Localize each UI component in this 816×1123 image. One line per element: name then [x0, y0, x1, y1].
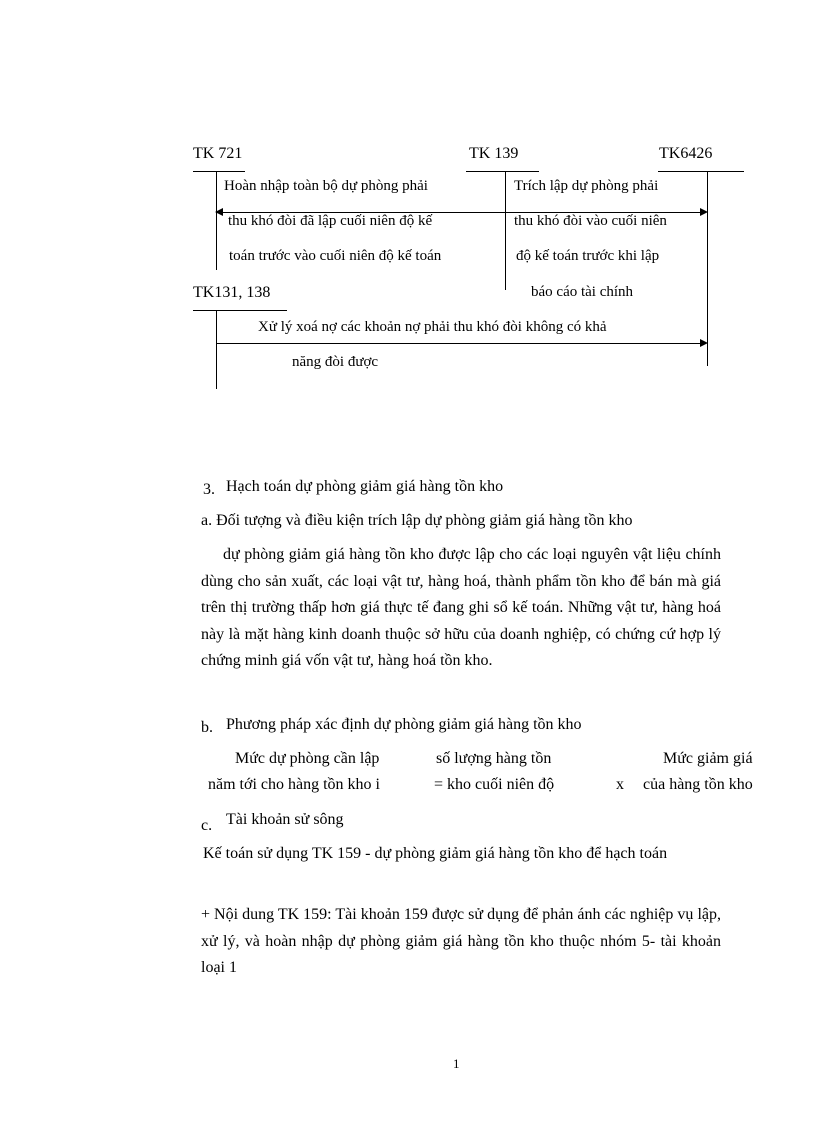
- section-3-number: 3.: [203, 481, 215, 498]
- section-c-paragraph-2: + Nội dung TK 159: Tài khoản 159 được sử dụng để phản ánh các nghiệp vụ lập, xử lý, và hoàn nhập dự phòng giảm giá hàng tồn kho thuộc nhóm 5- tài khoản loại 1: [201, 906, 721, 976]
- tk6426-t-bar: [658, 171, 744, 172]
- tk721-t-stem: [216, 171, 217, 270]
- formula-col3-line2: của hàng tồn kho: [643, 776, 753, 793]
- section-b-number: b.: [201, 719, 213, 736]
- account-tk131-138-label: TK131, 138: [193, 284, 271, 301]
- section-b-title: Phương pháp xác định dự phòng giảm giá hàng tồn kho: [226, 716, 582, 733]
- arrow-right-icon: [700, 208, 708, 216]
- arrow-right-icon: [700, 339, 708, 347]
- reversal-desc-line-2: thu khó đòi đã lập cuối niên độ kế: [228, 213, 433, 229]
- section-3-title: Hạch toán dự phòng giảm giá hàng tồn kho: [226, 478, 504, 495]
- write-off-desc-line-1: Xử lý xoá nợ các khoản nợ phải thu khó đòi không có khả: [258, 319, 607, 335]
- tk131-t-bar: [193, 310, 287, 311]
- section-c-number: c.: [201, 817, 213, 834]
- section-c-paragraph-1: Kế toán sử dụng TK 159 - dự phòng giảm giá hàng tồn kho để hạch toán: [203, 845, 668, 862]
- reversal-desc-line-3: toán trước vào cuối niên độ kế toán: [229, 248, 442, 264]
- arrow-left-icon: [215, 208, 223, 216]
- page-number: 1: [453, 1056, 460, 1071]
- formula-col2-line1: số lượng hàng tồn: [436, 750, 552, 767]
- provision-desc-line-1: Trích lập dự phòng phải: [514, 178, 659, 194]
- tk139-t-bar: [466, 171, 539, 172]
- tk139-t-stem: [505, 171, 506, 290]
- section-a-paragraph: dự phòng giảm giá hàng tồn kho được lập cho các loại nguyên vật liệu chính dùng cho sản xuất, các loại vật tư, hàng hoá, thành phẩm tồn kho để bán mà giá trên thị trường thấp hơn giá thực tế đang ghi sổ kế toán. Những vật tư, hàng hoá này là mặt hàng kinh doanh thuộc sở hữu của doanh nghiệp, có chứng cứ hợp lý chứng minh giá vốn vật tư, hàng hoá tồn kho.: [201, 546, 721, 669]
- provision-desc-line-2: thu khó đòi vào cuối niên: [514, 213, 667, 229]
- tk721-t-bar: [193, 171, 245, 172]
- write-off-desc-line-2: năng đòi được: [292, 354, 379, 370]
- section-a-heading: a. Đối tượng và điều kiện trích lập dự phòng giảm giá hàng tồn kho: [201, 512, 633, 529]
- tk131-t-stem: [216, 310, 217, 389]
- provision-desc-line-4: báo cáo tài chính: [531, 284, 634, 300]
- provision-desc-line-3: độ kế toán trước khi lập: [516, 248, 660, 264]
- reversal-desc-line-1: Hoàn nhập toàn bộ dự phòng phải: [224, 178, 428, 194]
- account-tk6426-label: TK6426: [659, 145, 713, 162]
- section-c-title: Tài khoản sử sông: [226, 811, 344, 828]
- account-tk139-label: TK 139: [469, 145, 519, 162]
- write-off-arrow-line: [216, 343, 700, 344]
- account-tk721-label: TK 721: [193, 145, 243, 162]
- formula-col3-line1: Mức giảm giá: [663, 750, 753, 767]
- tk6426-t-stem: [707, 171, 708, 366]
- formula-col1-line1: Mức dự phòng cần lập: [235, 750, 380, 767]
- formula-col1-line2: năm tới cho hàng tồn kho i: [208, 776, 380, 793]
- formula-col2-line2: = kho cuối niên độ: [434, 776, 555, 793]
- formula-multiply-operator: x: [616, 776, 624, 793]
